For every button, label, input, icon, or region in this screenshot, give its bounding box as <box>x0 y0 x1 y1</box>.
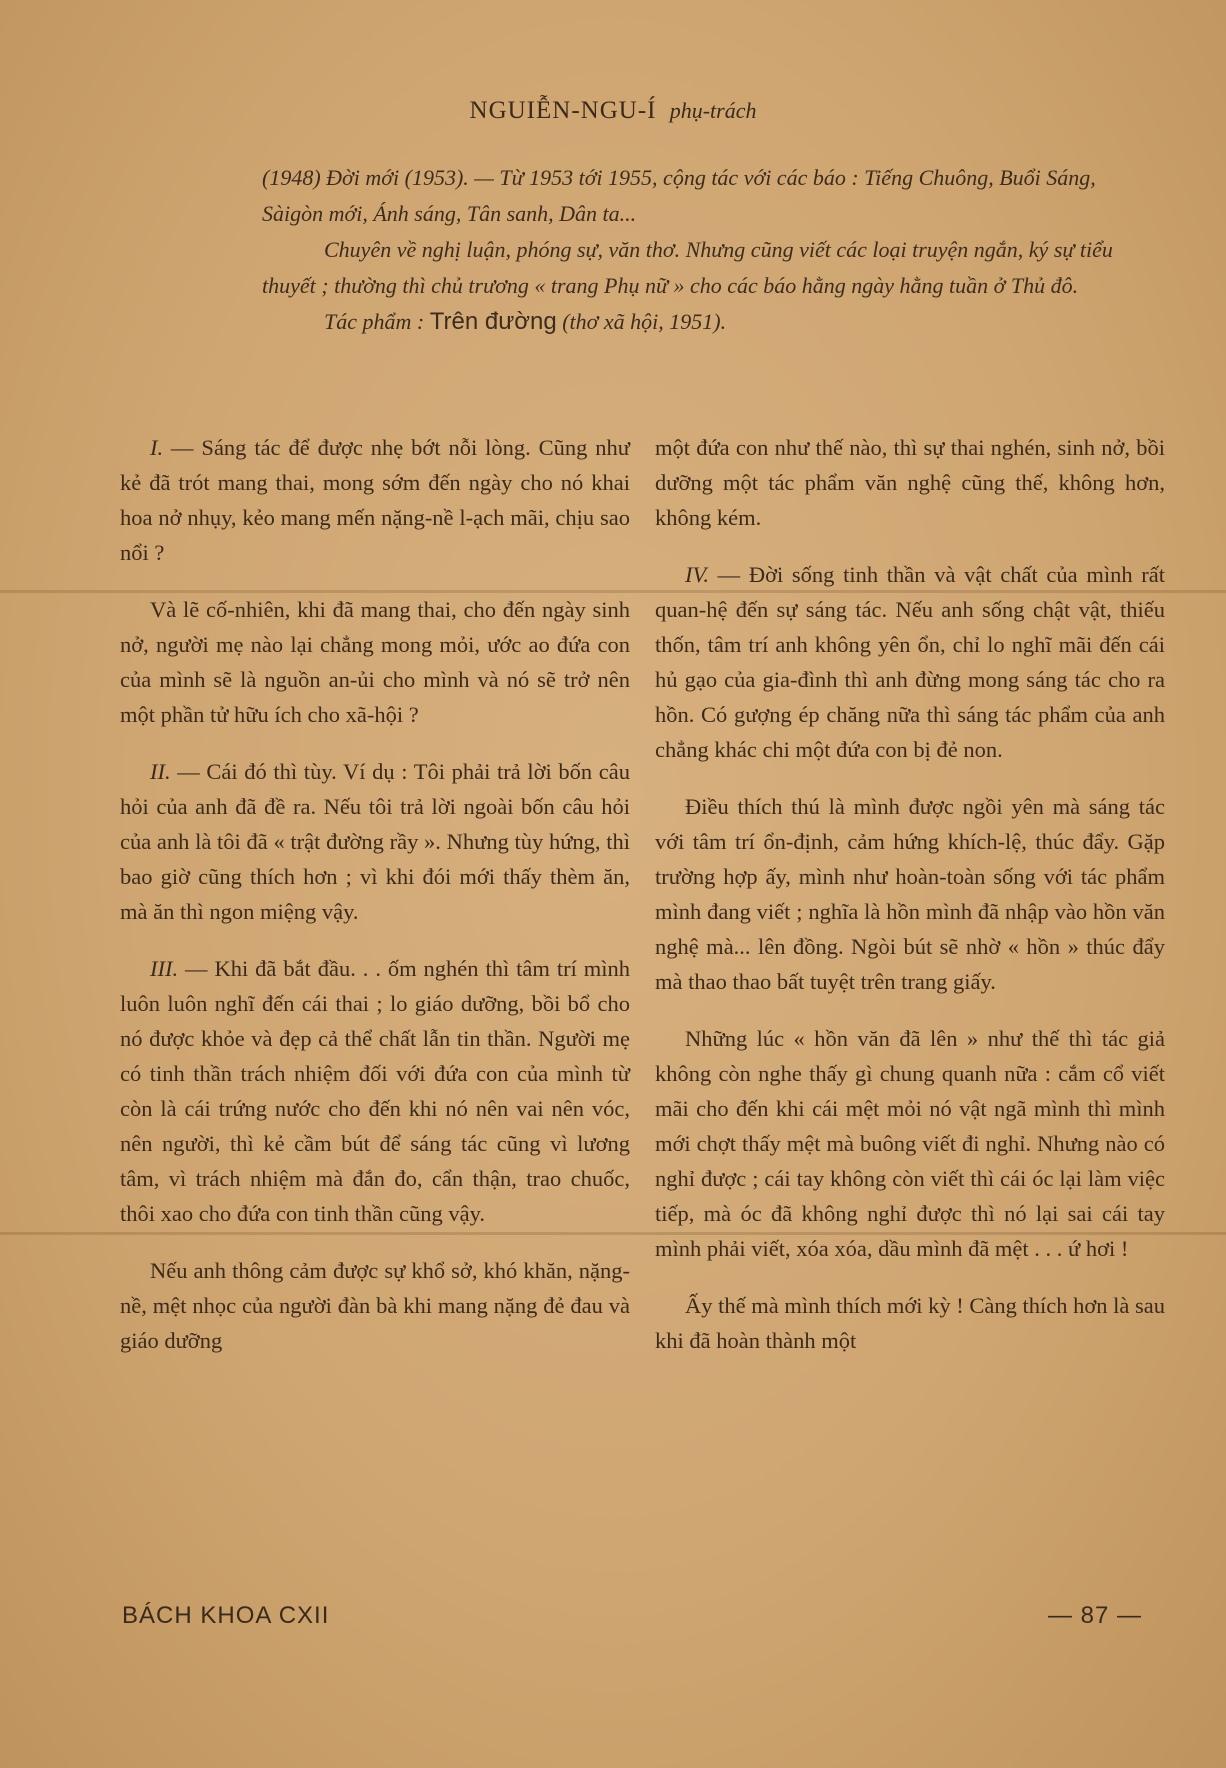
bio-works <box>262 304 1162 340</box>
question-number: III. <box>150 956 179 981</box>
paragraph <box>120 1253 630 1358</box>
bio-line-1: (1948) Đời mới (1953). — Từ 1953 tới 1955, cộng tác với các báo : Tiếng Chuông, Buổi Sáng, Sàigòn mới, Ánh sáng, Tân sanh, Dân ta... <box>262 165 1096 226</box>
question-number: IV. <box>685 562 709 587</box>
paragraph-text: — Khi đã bắt đầu. . . ốm nghén thì tâm trí mình luôn luôn nghĩ đến cái thai ; lo giáo dưỡng, bồi bổ cho nó được khỏe và đẹp cả thể chất lẫn tin thần. Người mẹ có tinh thần trách nhiệm đối với đứa con của mình từ còn là cái trứng nước cho đến khi nó nên vai nên vóc, nên người, thì kẻ cầm bút để sáng tác cũng vì lương tâm, vì trách nhiệm mà đắn đo, cẩn thận, trao chuốc, thôi xao cho đứa con tinh thần cũng vậy. <box>120 956 630 1226</box>
paragraph <box>655 789 1165 999</box>
right-column <box>655 430 1165 1380</box>
works-label: Tác phẩm : <box>324 309 425 334</box>
paragraph-text: một đứa con như thế nào, thì sự thai nghén, sinh nở, bồi dưỡng một tác phẩm văn nghệ cũng thế, không hơn, không kém. <box>655 435 1165 530</box>
paragraph <box>655 1288 1165 1358</box>
page-number: — 87 — <box>1048 1602 1143 1629</box>
author-role: phụ-trách <box>669 98 757 123</box>
paragraph-text: Nếu anh thông cảm được sự khổ sở, khó khăn, nặng-nề, mệt nhọc của người đàn bà khi mang nặng đẻ đau và giáo dưỡng <box>120 1258 630 1353</box>
paragraph <box>120 592 630 732</box>
paragraph <box>120 951 630 1231</box>
page-header <box>0 97 1226 125</box>
question-number: I. <box>150 435 164 460</box>
author-name: NGUIỄN-NGU-Í <box>469 97 657 124</box>
paragraph <box>120 754 630 929</box>
paragraph-text: — Sáng tác để được nhẹ bớt nỗi lòng. Cũng như kẻ đã trót mang thai, mong sớm đến ngày cho nó khai hoa nở nhụy, kẻo mang mến nặng-nề l-ạch mãi, chịu sao nổi ? <box>120 435 631 565</box>
paragraph-text: — Đời sống tinh thần và vật chất của mình rất quan-hệ đến sự sáng tác. Nếu anh sống chật vật, thiếu thốn, tâm trí anh không yên ổn, chỉ lo nghĩ mãi đến cái hủ gạo của gia-đình thì anh đừng mong sáng tác cho ra hồn. Có gượng ép chăng nữa thì sáng tác phẩm của anh chẳng khác chi một đứa con bị đẻ non. <box>655 562 1165 762</box>
question-number: II. <box>150 759 171 784</box>
works-title: Trên đường <box>429 308 557 335</box>
paragraph <box>655 557 1165 767</box>
paragraph-text: Ấy thế mà mình thích mới kỳ ! Càng thích hơn là sau khi đã hoàn thành một <box>655 1293 1165 1353</box>
author-bio <box>262 160 1162 340</box>
paragraph-text: — Cái đó thì tùy. Ví dụ : Tôi phải trả lời bốn câu hỏi của anh đã đề ra. Nếu tôi trả lời ngoài bốn câu hỏi của anh là tôi đã « trật đường rầy ». Nhưng tùy hứng, thì bao giờ cũng thích hơn ; vì khi đói mới thấy thèm ăn, mà ăn thì ngon miệng vậy. <box>120 759 630 924</box>
paragraph-text: Và lẽ cố-nhiên, khi đã mang thai, cho đến ngày sinh nở, người mẹ nào lại chẳng mong mỏi, ước ao đứa con của mình sẽ là nguồn an-ủi cho mình và nó sẽ trở nên một phần tử hữu ích cho xã-hội ? <box>120 597 630 727</box>
paragraph-text: Điều thích thú là mình được ngồi yên mà sáng tác với tâm trí ổn-định, cảm hứng khích-lệ, thúc đẩy. Gặp trường hợp ấy, mình như hoàn-toàn sống với tác phẩm mình đang viết ; nghĩa là hồn mình đã nhập vào hồn văn nghệ mà... lên đồng. Ngòi bút sẽ nhờ « hồn » thúc đẩy mà thao thao bất tuyệt trên trang giấy. <box>655 794 1165 994</box>
paragraph <box>655 430 1165 535</box>
paragraph <box>655 1021 1165 1266</box>
works-note: (thơ xã hội, 1951). <box>562 309 727 334</box>
paragraph <box>120 430 630 570</box>
paragraph-text: Những lúc « hồn văn đã lên » như thế thì tác giả không còn nghe thấy gì chung quanh nữa : cắm cổ viết mãi cho đến khi cái mệt mỏi nó vật ngã mình thì mình mới chợt thấy mệt mà buông viết đi nghỉ. Nhưng nào có nghỉ được ; cái tay không còn viết thì cái óc lại làm việc tiếp, mà óc đã không nghỉ được thì nó lại sai cái tay mình phải viết, xóa xóa, dầu mình đã mệt . . . ứ hơi ! <box>655 1026 1165 1261</box>
bio-line-2: Chuyên về nghị luận, phóng sự, văn thơ. Nhưng cũng viết các loại truyện ngắn, ký sự tiểu thuyết ; thường thì chủ trương « trang Phụ nữ » cho các báo hằng ngày hằng tuần ở Thủ đô. <box>262 237 1113 298</box>
left-column <box>120 430 630 1380</box>
magazine-name: BÁCH KHOA CXII <box>122 1602 330 1629</box>
